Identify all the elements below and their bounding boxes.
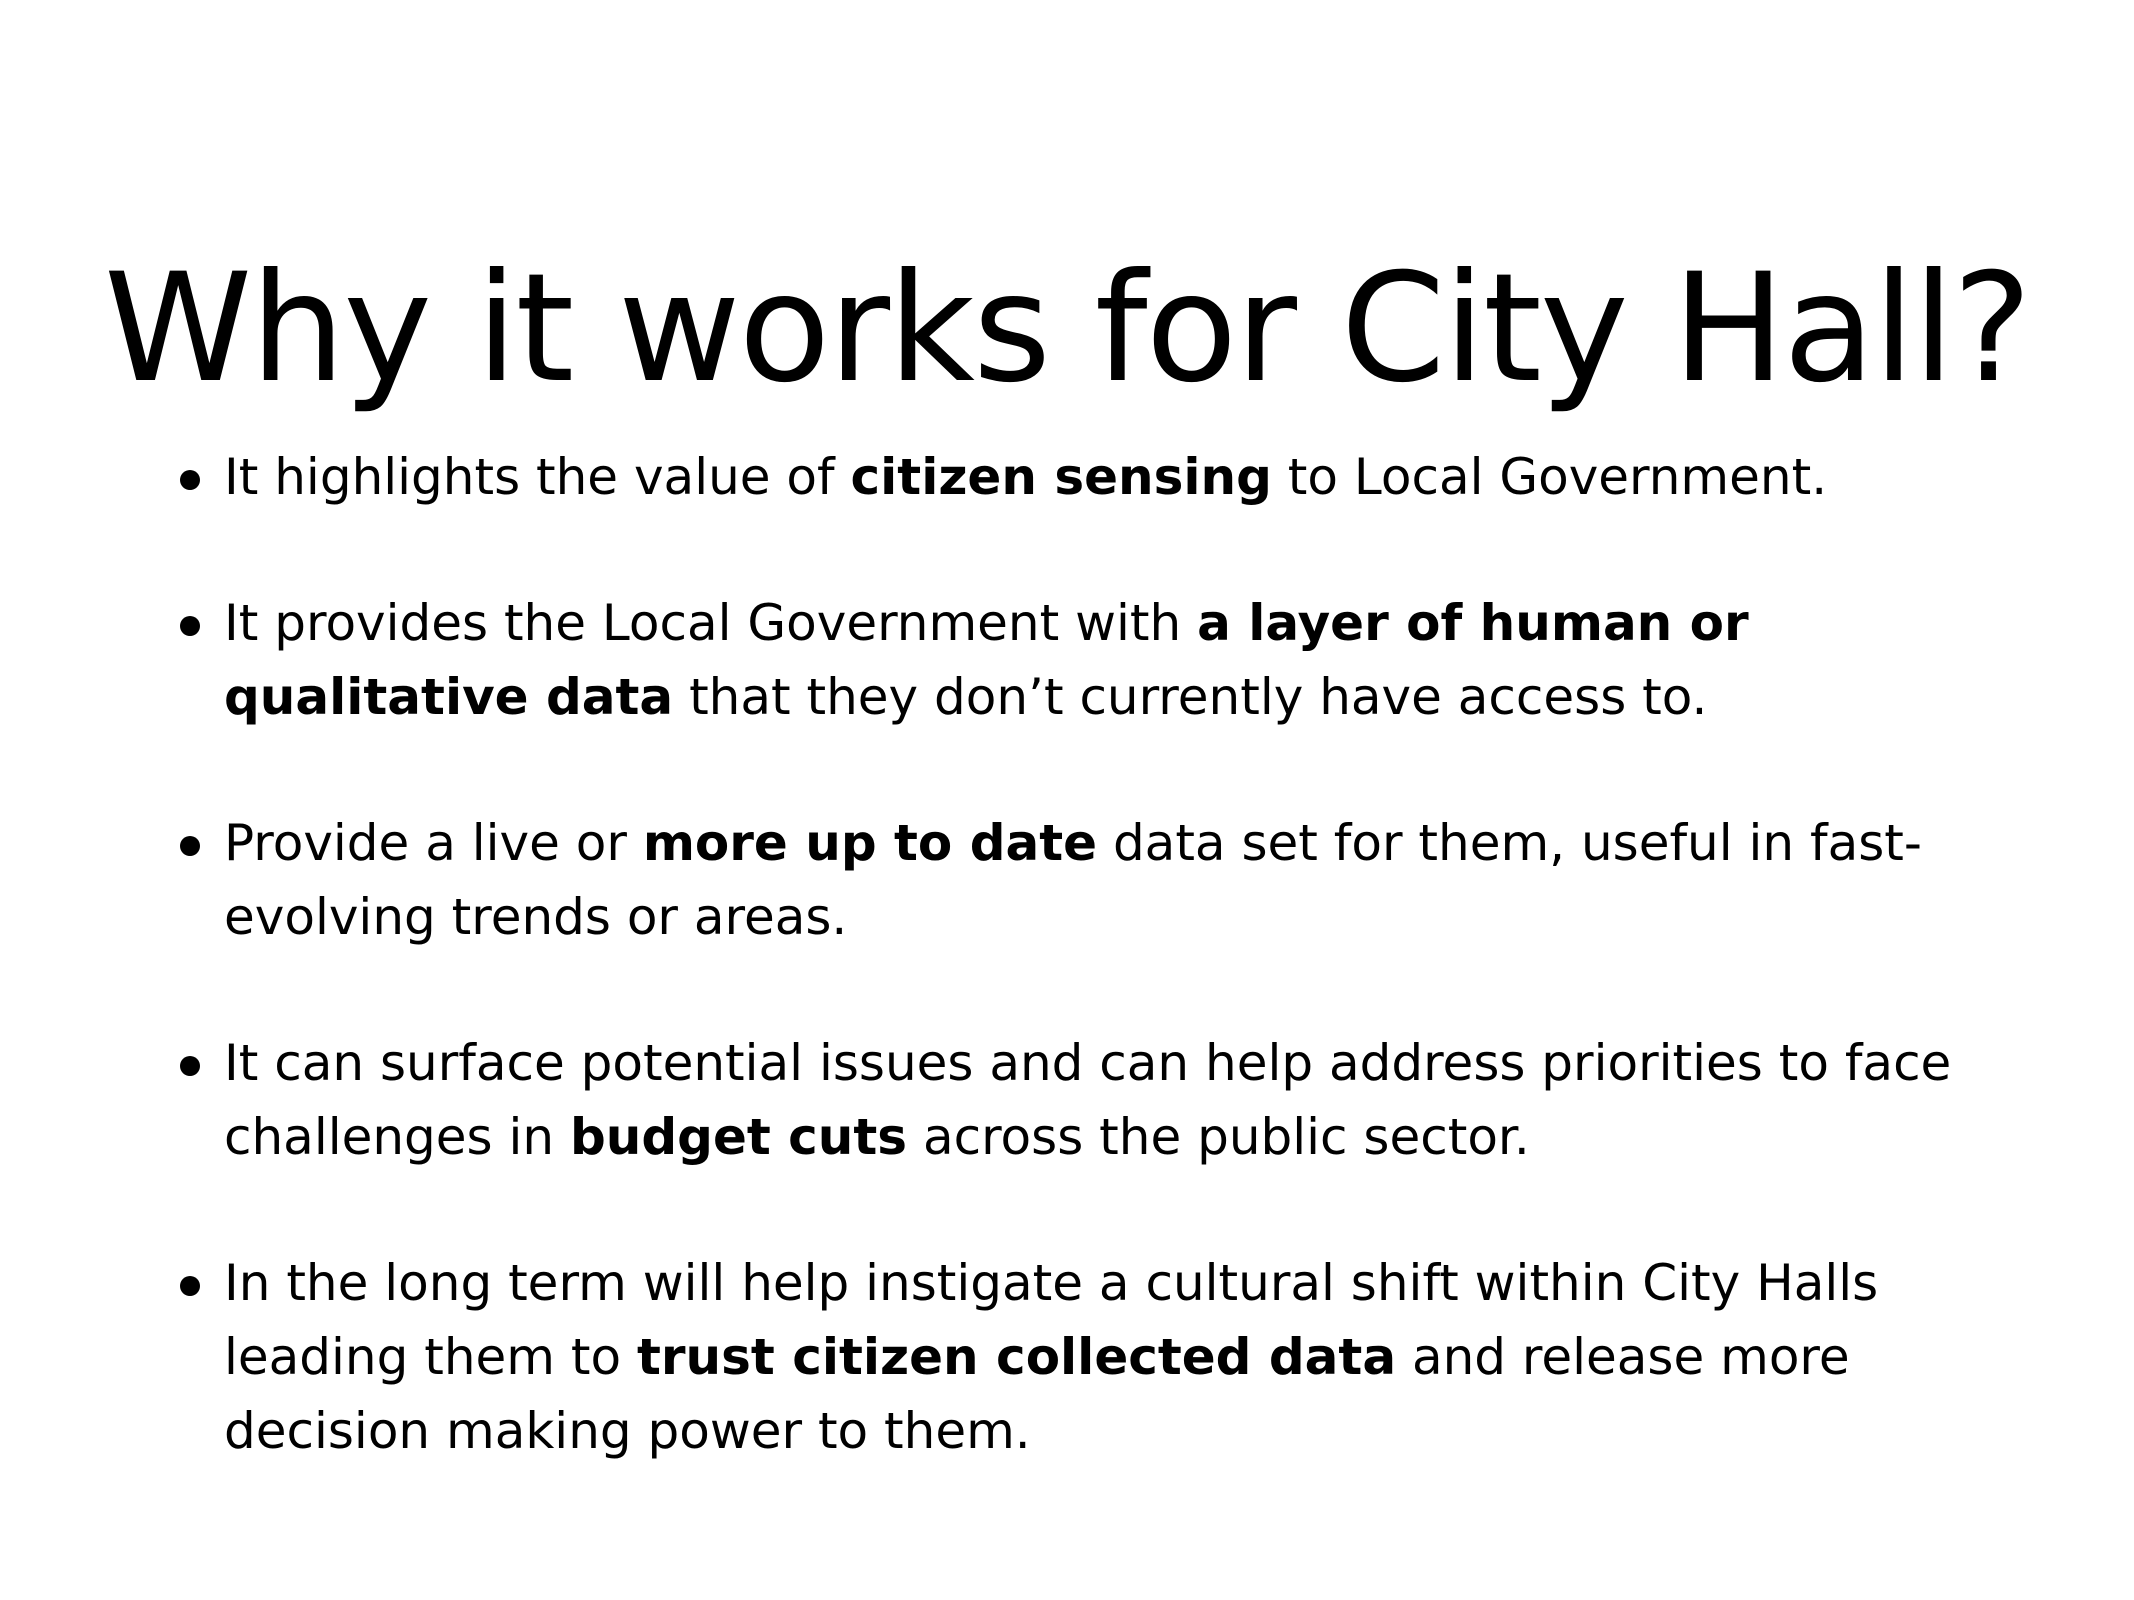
bullet-dot-icon <box>180 470 200 490</box>
bullet-text-before: It can surface potential issues and can help address priorities to face challenges in <box>224 1034 1952 1166</box>
bullet-text-emphasis: budget cuts <box>569 1108 908 1166</box>
bullet-dot-icon <box>180 616 200 636</box>
bullet-text-after: across the public sector. <box>907 1108 1530 1166</box>
bullet-item-budget-cuts <box>176 1026 1976 1174</box>
slide-title: Why it works for City Hall? <box>103 241 2031 416</box>
bullet-text-before: It provides the Local Government with <box>224 594 1198 652</box>
bullet-text-after: to Local Government. <box>1271 448 1828 506</box>
bullet-text-before: Provide a live or <box>224 814 643 872</box>
bullet-item-qualitative-data <box>176 586 1976 734</box>
bullet-item-trust-citizen-data <box>176 1246 1976 1468</box>
bullet-text-before: In the long term will help instigate a cultural shift within City Halls leading them to <box>224 1254 1879 1386</box>
bullet-text-after: data set for them, useful in fast-evolving trends or areas. <box>224 814 1922 946</box>
bullet-dot-icon <box>180 1276 200 1296</box>
bullet-text <box>224 814 1922 946</box>
bullet-item-up-to-date <box>176 806 1976 954</box>
bullet-dot-icon <box>180 836 200 856</box>
bullet-dot-icon <box>180 1056 200 1076</box>
bullet-text-before: It highlights the value of <box>224 448 851 506</box>
bullet-text-after: and release more decision making power to them. <box>224 1328 1850 1460</box>
bullet-text <box>224 1034 1951 1166</box>
bullet-text-emphasis: trust citizen collected data <box>637 1328 1397 1386</box>
bullet-text <box>224 448 1827 506</box>
bullet-text-emphasis: a layer of human or qualitative data <box>224 594 1749 726</box>
bullet-item-citizen-sensing <box>176 440 1976 514</box>
bullet-text-emphasis: more up to date <box>642 814 1098 872</box>
bullet-text-emphasis: citizen sensing <box>850 448 1272 506</box>
bullet-list <box>176 440 1976 1468</box>
bullet-text-after: that they don’t currently have access to. <box>673 668 1708 726</box>
bullet-text <box>224 1254 1878 1460</box>
bullet-text <box>224 594 1749 726</box>
